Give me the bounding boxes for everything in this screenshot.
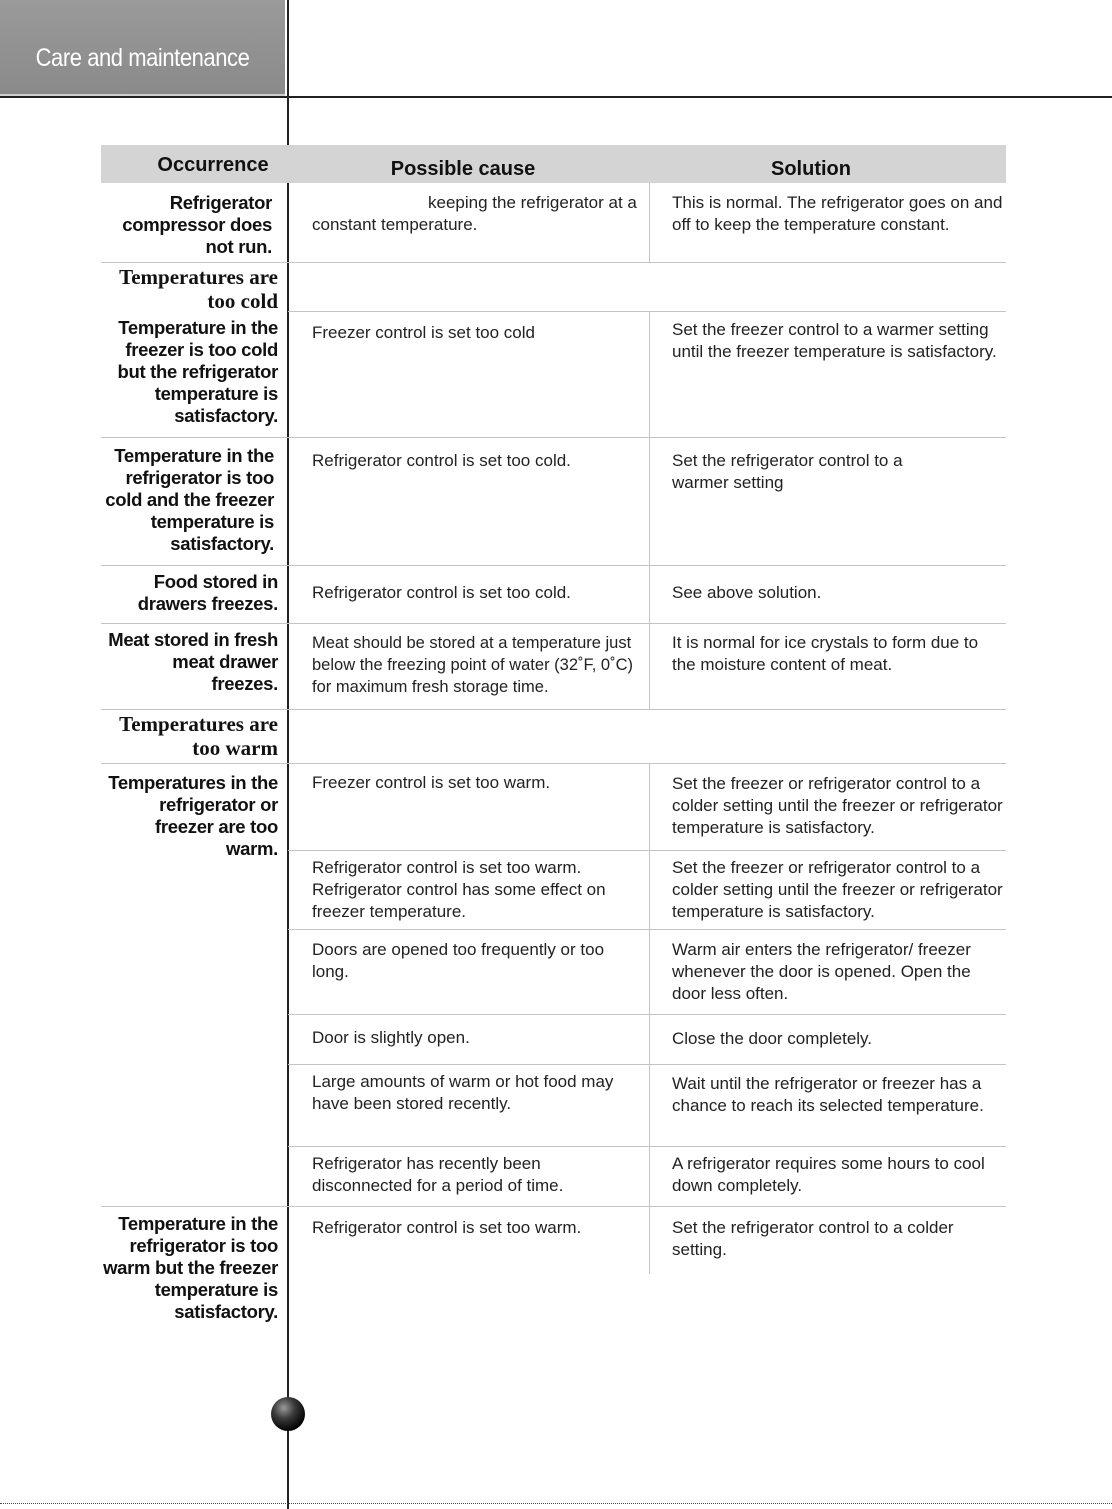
section-tab-label: Care and maintenance xyxy=(35,44,250,72)
row-divider xyxy=(288,929,1006,930)
column-divider xyxy=(649,183,650,263)
row-divider xyxy=(101,709,1006,710)
cause-cell: Large amounts of warm or hot food may have been stored recently. xyxy=(312,1072,614,1113)
solution-cell: This is normal. The refrigerator goes on and off to keep the temperature constant. xyxy=(672,193,1003,234)
row-divider xyxy=(101,763,1006,764)
occurrence-cell: Temperatures in the refrigerator or freezer are too warm. xyxy=(108,772,278,859)
cause-cell: Refrigerator control is set too cold. xyxy=(312,583,571,602)
cause-cell: Door is slightly open. xyxy=(312,1028,470,1047)
solution-cell: Set the refrigerator control to a warmer setting xyxy=(672,451,903,492)
cause-cell: Freezer control is set too warm. xyxy=(312,773,551,792)
row-divider xyxy=(101,1206,1006,1207)
section-heading: Temperatures are too warm xyxy=(119,712,278,760)
occurrence-cell: Temperature in the refrigerator is too cold and the freezer temperature is satisfactory. xyxy=(105,445,274,554)
page-marker-dot xyxy=(271,1397,305,1431)
solution-cell: It is normal for ice crystals to form due to the moisture content of meat. xyxy=(672,633,979,674)
cause-cell: Refrigerator has recently been disconnected for a period of time. xyxy=(312,1154,564,1195)
occurrence-cell: Food stored in drawers freezes. xyxy=(137,571,278,614)
section-heading: Temperatures are too cold xyxy=(119,265,278,313)
row-divider xyxy=(288,1014,1006,1015)
cause-cell: Doors are opened too frequently or too long. xyxy=(312,940,605,981)
solution-cell: Set the freezer control to a warmer setting until the freezer temperature is satisfactory. xyxy=(672,320,997,361)
row-divider xyxy=(288,1064,1006,1065)
header-cause: Possible cause xyxy=(390,158,536,180)
occurrence-cell: Temperature in the freezer is too cold but the refrigerator temperature is satisfactory. xyxy=(117,317,278,426)
header-solution: Solution xyxy=(771,158,851,180)
cause-cell: Refrigerator control is set too warm. xyxy=(312,1218,582,1237)
solution-cell: Set the freezer or refrigerator control to a colder setting until the freezer or refrigerator temperature is satisfactory. xyxy=(672,858,1003,921)
header-rule xyxy=(0,96,1112,98)
header-occurrence: Occurrence xyxy=(157,154,269,176)
solution-cell: A refrigerator requires some hours to cool down completely. xyxy=(672,1154,985,1195)
cause-cell: keeping the refrigerator at a constant temperature. xyxy=(312,193,637,234)
cause-cell: Refrigerator control is set too cold. xyxy=(312,451,571,470)
row-divider xyxy=(101,565,1006,566)
occurrence-cell: Meat stored in fresh meat drawer freezes. xyxy=(108,629,278,694)
occurrence-cell: Refrigerator compressor does not run. xyxy=(122,192,272,257)
row-divider xyxy=(288,850,1006,851)
margin-rule xyxy=(287,0,289,1509)
row-divider xyxy=(101,623,1006,624)
cause-cell: Refrigerator control is set too warm. Refrigerator control has some effect on freezer temperature. xyxy=(312,858,606,921)
solution-cell: Set the refrigerator control to a colder setting. xyxy=(672,1218,954,1259)
column-divider xyxy=(649,764,650,1274)
cause-cell: Meat should be stored at a temperature just below the freezing point of water (32˚F, 0˚C) for maximum fresh storage time. xyxy=(312,634,633,696)
occurrence-cell: Temperature in the refrigerator is too warm but the freezer temperature is satisfactory. xyxy=(103,1213,278,1322)
solution-cell: Set the freezer or refrigerator control to a colder setting until the freezer or refrigerator temperature is satisfactory. xyxy=(672,774,1003,837)
row-divider xyxy=(101,262,1006,263)
solution-cell: Wait until the refrigerator or freezer has a chance to reach its selected temperature. xyxy=(672,1074,984,1115)
row-divider xyxy=(101,437,1006,438)
cause-cell: Freezer control is set too cold xyxy=(312,323,535,342)
solution-cell: Warm air enters the refrigerator/ freezer whenever the door is opened. Open the door less often. xyxy=(672,940,971,1003)
bottom-border xyxy=(0,1503,1112,1504)
solution-cell: See above solution. xyxy=(672,583,822,602)
solution-cell: Close the door completely. xyxy=(672,1029,873,1048)
section-tab xyxy=(0,0,285,97)
row-divider xyxy=(288,1146,1006,1147)
row-divider xyxy=(288,311,1006,312)
column-divider xyxy=(649,312,650,709)
